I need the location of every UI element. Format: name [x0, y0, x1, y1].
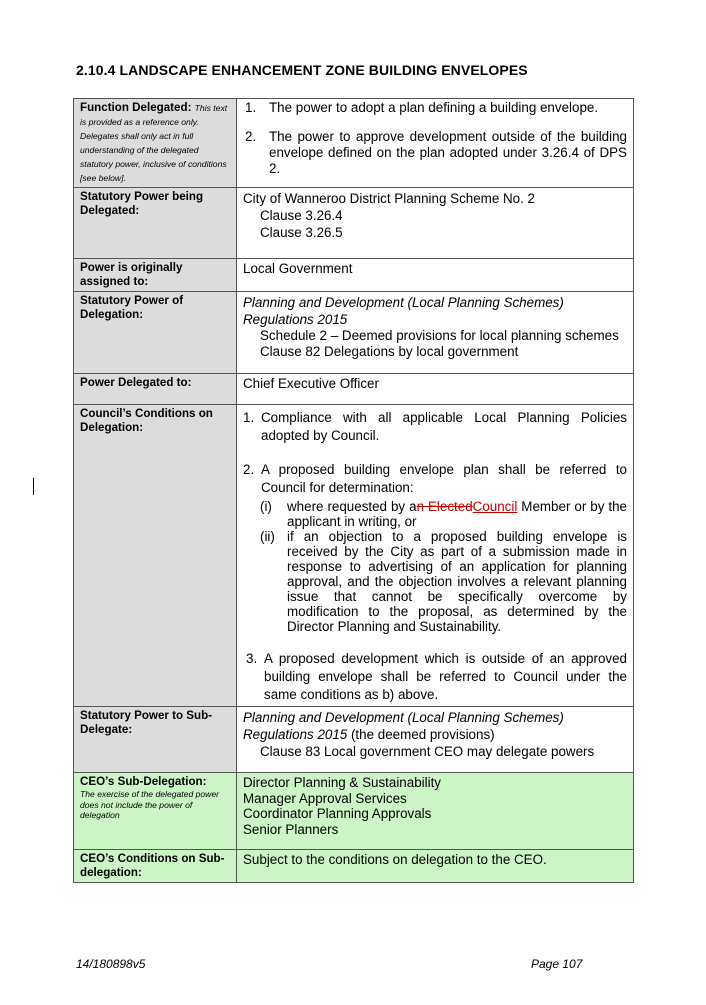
label-cell: Statutory Power to Sub-Delegate:: [74, 707, 237, 773]
change-bar: [33, 478, 34, 495]
item-text: The power to adopt a plan defining a building envelope.: [269, 100, 599, 115]
label-cell: Power is originally assigned to:: [74, 259, 237, 292]
value-cell: Local Government: [237, 259, 634, 292]
label-cell: Statutory Power of Delegation:: [74, 292, 237, 374]
value-cell: [237, 188, 634, 259]
sub-item-number: (i): [260, 499, 272, 514]
regulation-name: Planning and Development (Local Planning Schemes) Regulations 2015: [243, 710, 564, 742]
delegation-table: [73, 98, 634, 883]
row-delegated-to: [74, 374, 634, 405]
text-run: Member or by the applicant in writing, or: [287, 499, 628, 529]
label-cell: Power Delegated to:: [74, 374, 237, 405]
item-text: A proposed development which is outside of an approved building envelope shall be referred to Council under the same conditions as b) above.: [264, 651, 627, 702]
row-sub-delegate: [74, 707, 634, 773]
sub-item-text: [287, 499, 627, 529]
value-cell: [237, 405, 634, 707]
sub-item-text: if an objection to a proposed building envelope is received by the City as part of a submission made in response to advertising of an application for planning approval, and the objection involves a relevant planning issue that cannot be specifically overcome by modification to the proposal, as determined by the Director Planning and Sustainability.: [287, 529, 627, 634]
label-cell: CEO’s Conditions on Sub-delegation:: [74, 850, 237, 883]
list-item: [243, 461, 627, 497]
regulation-title: [243, 709, 627, 743]
row-statutory-power: [74, 188, 634, 259]
page-number: Page 107: [531, 957, 583, 971]
label-cell: [74, 99, 237, 188]
inserted-text: Council: [472, 499, 518, 514]
row-label: CEO’s Sub-Delegation:: [80, 775, 207, 788]
label-cell: [74, 773, 237, 850]
delegate-item: Manager Approval Services: [243, 790, 407, 806]
label-cell: Statutory Power being Delegated:: [74, 188, 237, 259]
clause-line: Clause 83 Local government CEO may delegate powers: [260, 744, 595, 759]
value-cell: [237, 773, 634, 850]
value-cell: [237, 99, 634, 188]
row-ceo-sub-delegation: [74, 773, 634, 850]
row-council-conditions: [74, 405, 634, 707]
clause-line: Clause 3.26.4: [260, 208, 343, 223]
list-item: [246, 650, 627, 704]
row-label: Function Delegated:: [80, 101, 192, 114]
delegate-item: Coordinator Planning Approvals: [243, 806, 432, 821]
row-statutory-delegation: [74, 292, 634, 374]
text-run: where requested by a: [287, 499, 417, 514]
item-number: 1.: [245, 100, 257, 115]
item-text: Compliance with all applicable Local Planning Policies adopted by Council.: [261, 410, 627, 443]
value-cell: Chief Executive Officer: [237, 374, 634, 405]
document-reference: 14/180898v5: [76, 957, 146, 971]
item-text: The power to approve development outside of the building envelope defined on the plan adopted under 3.26.4 of DPS 2.: [269, 129, 627, 176]
list-item: [245, 129, 627, 177]
value-cell: [237, 292, 634, 374]
item-number: 3.: [246, 651, 258, 666]
delegate-item: Director Planning & Sustainability: [243, 775, 441, 790]
delegate-item: Senior Planners: [243, 821, 339, 837]
row-originally-assigned: [74, 259, 634, 292]
row-ceo-conditions: [74, 850, 634, 883]
clause-line: Clause 82 Delegations by local government: [260, 344, 519, 359]
clause-line: Clause 3.26.5: [260, 225, 343, 240]
regulation-suffix: (the deemed provisions): [347, 727, 495, 742]
regulation-title: Planning and Development (Local Planning Schemes) Regulations 2015: [243, 295, 564, 327]
sub-item-number: (ii): [260, 529, 275, 544]
deleted-text: n Elected: [416, 499, 473, 514]
schedule-line: Schedule 2 – Deemed provisions for local planning schemes: [260, 328, 619, 343]
row-note: The exercise of the delegated power does not include the power of delegation: [80, 789, 220, 820]
label-cell: Council’s Conditions on Delegation:: [74, 405, 237, 707]
value-cell: [237, 707, 634, 773]
list-item: [243, 409, 627, 445]
item-number: 1.: [243, 410, 255, 425]
sub-item: [260, 529, 627, 634]
item-number: 2.: [243, 462, 255, 477]
item-number: 2.: [245, 129, 257, 144]
section-heading: 2.10.4 LANDSCAPE ENHANCEMENT ZONE BUILDING ENVELOPES: [76, 62, 528, 78]
list-item: [245, 100, 627, 116]
item-text: A proposed building envelope plan shall be referred to Council for determination:: [261, 462, 627, 495]
sub-item: [260, 499, 627, 529]
row-note: This text is provided as a reference only. Delegates shall only act in full understanding of the delegated statutory power, inclusive of conditions [see below].: [80, 103, 228, 183]
scheme-name: City of Wanneroo District Planning Scheme No. 2: [243, 191, 535, 206]
row-function-delegated: [74, 99, 634, 188]
value-cell: Subject to the conditions on delegation to the CEO.: [237, 850, 634, 883]
